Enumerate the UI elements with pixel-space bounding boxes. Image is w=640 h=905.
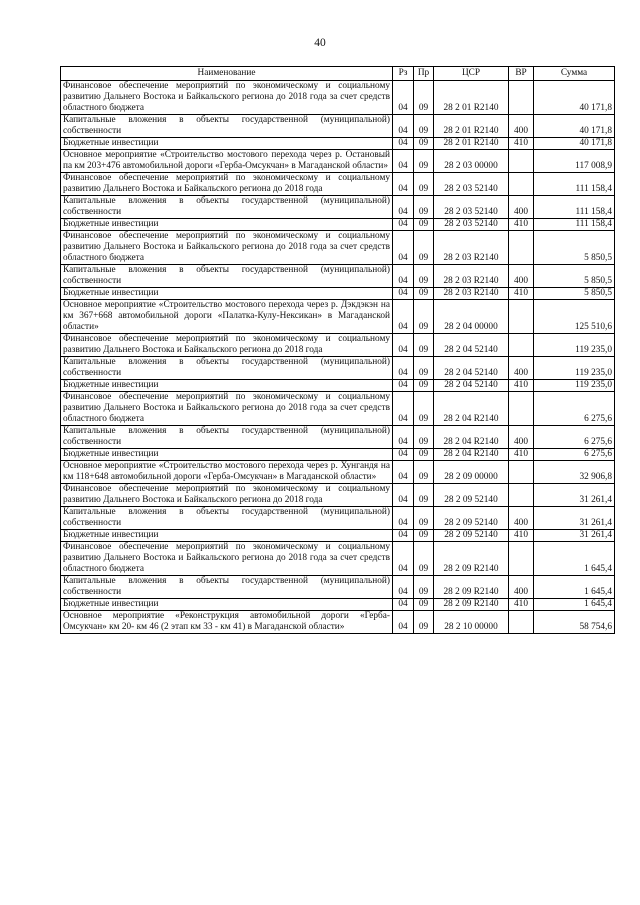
row-pr: 09 (414, 196, 434, 219)
row-sum: 5 850,5 (534, 288, 615, 300)
row-vr (509, 81, 534, 115)
row-name: Капитальные вложения в объекты государственной (муниципальной) собственности (61, 265, 393, 288)
row-sum: 31 261,4 (534, 530, 615, 542)
budget-table (60, 66, 615, 634)
row-vr (509, 484, 534, 507)
row-pr: 09 (414, 449, 434, 461)
row-name: Бюджетные инвестиции (61, 288, 393, 300)
row-sum: 6 275,6 (534, 449, 615, 461)
row-name: Основное мероприятие «Строительство мостового перехода через р. Остановый па км 203+476 автомобильной дороги «Герба-Омсукчан» в Магаданской области» (61, 150, 393, 173)
header-rz: Рз (393, 67, 414, 81)
row-rz: 04 (393, 599, 414, 611)
row-vr: 400 (509, 357, 534, 380)
row-pr: 09 (414, 288, 434, 300)
row-sum: 40 171,8 (534, 138, 615, 150)
row-pr: 09 (414, 219, 434, 231)
row-vr: 410 (509, 219, 534, 231)
row-pr: 09 (414, 426, 434, 449)
row-pr: 09 (414, 392, 434, 426)
row-pr: 09 (414, 138, 434, 150)
table-row (61, 219, 615, 231)
row-rz: 04 (393, 138, 414, 150)
row-vr (509, 231, 534, 265)
row-vr: 410 (509, 449, 534, 461)
table-row (61, 173, 615, 196)
row-sum: 119 235,0 (534, 334, 615, 357)
row-pr: 09 (414, 542, 434, 576)
row-csr: 28 2 03 52140 (434, 196, 509, 219)
header-sum: Сумма (534, 67, 615, 81)
row-pr: 09 (414, 507, 434, 530)
row-sum: 31 261,4 (534, 484, 615, 507)
row-rz: 04 (393, 115, 414, 138)
row-rz: 04 (393, 196, 414, 219)
row-sum: 5 850,5 (534, 231, 615, 265)
table-row (61, 449, 615, 461)
table-row (61, 115, 615, 138)
row-csr: 28 2 09 R2140 (434, 542, 509, 576)
row-name: Основное мероприятие «Реконструкция автомобильной дороги «Герба-Омсукчан» км 20- км 46 (2 этап км 33 - км 41) в Магаданской области» (61, 611, 393, 634)
row-csr: 28 2 01 R2140 (434, 81, 509, 115)
header-name: Наименование (61, 67, 393, 81)
row-rz: 04 (393, 334, 414, 357)
row-pr: 09 (414, 231, 434, 265)
row-pr: 09 (414, 300, 434, 334)
row-rz: 04 (393, 81, 414, 115)
row-name: Финансовое обеспечение мероприятий по экономическому и социальному развитию Дальнего Востока и Байкальского региона до 2018 года за счет средств областного бюджета (61, 231, 393, 265)
table-row (61, 196, 615, 219)
row-csr: 28 2 04 R2140 (434, 426, 509, 449)
row-name: Финансовое обеспечение мероприятий по экономическому и социальному развитию Дальнего Востока и Байкальского региона до 2018 года за счет средств областного бюджета (61, 81, 393, 115)
row-csr: 28 2 04 52140 (434, 357, 509, 380)
table-row (61, 484, 615, 507)
header-pr: Пр (414, 67, 434, 81)
row-sum: 125 510,6 (534, 300, 615, 334)
table-row (61, 357, 615, 380)
row-pr: 09 (414, 150, 434, 173)
row-rz: 04 (393, 288, 414, 300)
row-csr: 28 2 09 R2140 (434, 599, 509, 611)
row-name: Капитальные вложения в объекты государственной (муниципальной) собственности (61, 426, 393, 449)
table-row (61, 530, 615, 542)
row-csr: 28 2 09 R2140 (434, 576, 509, 599)
row-vr (509, 150, 534, 173)
row-rz: 04 (393, 300, 414, 334)
table-body (61, 81, 615, 634)
row-rz: 04 (393, 231, 414, 265)
row-name: Основное мероприятие «Строительство мостового перехода через р. Дэкдэкэн на км 367+668 автомобильной дороги «Палатка-Кулу-Нексикан» в Магаданской области» (61, 300, 393, 334)
table-row (61, 138, 615, 150)
row-name: Бюджетные инвестиции (61, 219, 393, 231)
row-name: Финансовое обеспечение мероприятий по экономическому и социальному развитию Дальнего Востока и Байкальского региона до 2018 года (61, 484, 393, 507)
row-rz: 04 (393, 392, 414, 426)
row-pr: 09 (414, 599, 434, 611)
row-csr: 28 2 03 52140 (434, 219, 509, 231)
row-sum: 6 275,6 (534, 392, 615, 426)
row-sum: 119 235,0 (534, 380, 615, 392)
row-vr: 410 (509, 599, 534, 611)
row-vr (509, 542, 534, 576)
table-row (61, 380, 615, 392)
row-pr: 09 (414, 611, 434, 634)
row-csr: 28 2 04 R2140 (434, 449, 509, 461)
row-vr: 410 (509, 288, 534, 300)
row-sum: 58 754,6 (534, 611, 615, 634)
row-sum: 31 261,4 (534, 507, 615, 530)
row-name: Основное мероприятие «Строительство мостового перехода через р. Хунгандя на км 118+648 автомобильной дороги «Герба-Омсукчан» в Магаданской области» (61, 461, 393, 484)
row-sum: 40 171,8 (534, 115, 615, 138)
row-name: Бюджетные инвестиции (61, 530, 393, 542)
row-sum: 6 275,6 (534, 426, 615, 449)
row-sum: 1 645,4 (534, 599, 615, 611)
row-name: Финансовое обеспечение мероприятий по экономическому и социальному развитию Дальнего Востока и Байкальского региона до 2018 года (61, 173, 393, 196)
row-sum: 117 008,9 (534, 150, 615, 173)
row-vr (509, 334, 534, 357)
row-pr: 09 (414, 115, 434, 138)
row-rz: 04 (393, 507, 414, 530)
row-vr: 410 (509, 380, 534, 392)
row-vr: 410 (509, 530, 534, 542)
table-row (61, 611, 615, 634)
row-pr: 09 (414, 380, 434, 392)
row-csr: 28 2 04 00000 (434, 300, 509, 334)
row-csr: 28 2 01 R2140 (434, 115, 509, 138)
page-number: 40 (314, 37, 326, 49)
row-sum: 32 906,8 (534, 461, 615, 484)
row-rz: 04 (393, 150, 414, 173)
row-csr: 28 2 04 52140 (434, 380, 509, 392)
row-rz: 04 (393, 173, 414, 196)
row-csr: 28 2 01 R2140 (434, 138, 509, 150)
row-pr: 09 (414, 576, 434, 599)
row-vr: 400 (509, 265, 534, 288)
row-vr: 400 (509, 507, 534, 530)
row-vr (509, 461, 534, 484)
row-sum: 5 850,5 (534, 265, 615, 288)
row-sum: 111 158,4 (534, 196, 615, 219)
row-name: Бюджетные инвестиции (61, 599, 393, 611)
row-rz: 04 (393, 484, 414, 507)
row-pr: 09 (414, 334, 434, 357)
row-vr (509, 173, 534, 196)
row-rz: 04 (393, 611, 414, 634)
row-name: Капитальные вложения в объекты государственной (муниципальной) собственности (61, 115, 393, 138)
row-name: Бюджетные инвестиции (61, 380, 393, 392)
row-csr: 28 2 09 00000 (434, 461, 509, 484)
row-csr: 28 2 03 R2140 (434, 231, 509, 265)
table-row (61, 265, 615, 288)
row-sum: 111 158,4 (534, 219, 615, 231)
row-vr: 400 (509, 426, 534, 449)
row-pr: 09 (414, 173, 434, 196)
row-rz: 04 (393, 542, 414, 576)
row-pr: 09 (414, 81, 434, 115)
row-csr: 28 2 09 52140 (434, 507, 509, 530)
row-sum: 119 235,0 (534, 357, 615, 380)
row-sum: 111 158,4 (534, 173, 615, 196)
row-name: Капитальные вложения в объекты государственной (муниципальной) собственности (61, 507, 393, 530)
row-vr: 400 (509, 576, 534, 599)
row-name: Финансовое обеспечение мероприятий по экономическому и социальному развитию Дальнего Востока и Байкальского региона до 2018 года за счет средств областного бюджета (61, 392, 393, 426)
row-pr: 09 (414, 484, 434, 507)
table-row (61, 334, 615, 357)
table-row (61, 576, 615, 599)
row-rz: 04 (393, 449, 414, 461)
row-vr: 410 (509, 138, 534, 150)
row-csr: 28 2 04 R2140 (434, 392, 509, 426)
table-row (61, 81, 615, 115)
table-row (61, 542, 615, 576)
table-row (61, 392, 615, 426)
row-vr (509, 300, 534, 334)
table-row (61, 461, 615, 484)
row-csr: 28 2 09 52140 (434, 530, 509, 542)
row-rz: 04 (393, 265, 414, 288)
table-row (61, 507, 615, 530)
row-name: Финансовое обеспечение мероприятий по экономическому и социальному развитию Дальнего Востока и Байкальского региона до 2018 года за счет средств областного бюджета (61, 542, 393, 576)
table-row (61, 599, 615, 611)
row-name: Финансовое обеспечение мероприятий по экономическому и социальному развитию Дальнего Востока и Байкальского региона до 2018 года (61, 334, 393, 357)
table-row (61, 426, 615, 449)
row-csr: 28 2 04 52140 (434, 334, 509, 357)
header-vr: ВР (509, 67, 534, 81)
row-csr: 28 2 10 00000 (434, 611, 509, 634)
row-sum: 1 645,4 (534, 542, 615, 576)
row-csr: 28 2 03 R2140 (434, 288, 509, 300)
row-pr: 09 (414, 530, 434, 542)
row-rz: 04 (393, 357, 414, 380)
header-csr: ЦСР (434, 67, 509, 81)
row-vr: 400 (509, 196, 534, 219)
table-header-row (61, 67, 615, 81)
row-rz: 04 (393, 219, 414, 231)
row-sum: 1 645,4 (534, 576, 615, 599)
row-rz: 04 (393, 426, 414, 449)
row-csr: 28 2 03 R2140 (434, 265, 509, 288)
row-pr: 09 (414, 357, 434, 380)
row-pr: 09 (414, 461, 434, 484)
row-sum: 40 171,8 (534, 81, 615, 115)
row-name: Бюджетные инвестиции (61, 138, 393, 150)
row-rz: 04 (393, 461, 414, 484)
row-rz: 04 (393, 380, 414, 392)
row-rz: 04 (393, 576, 414, 599)
row-pr: 09 (414, 265, 434, 288)
row-vr: 400 (509, 115, 534, 138)
row-csr: 28 2 09 52140 (434, 484, 509, 507)
row-name: Капитальные вложения в объекты государственной (муниципальной) собственности (61, 357, 393, 380)
row-vr (509, 611, 534, 634)
row-name: Капитальные вложения в объекты государственной (муниципальной) собственности (61, 576, 393, 599)
row-name: Бюджетные инвестиции (61, 449, 393, 461)
table-row (61, 150, 615, 173)
row-rz: 04 (393, 530, 414, 542)
table-row (61, 231, 615, 265)
row-name: Капитальные вложения в объекты государственной (муниципальной) собственности (61, 196, 393, 219)
row-vr (509, 392, 534, 426)
table-row (61, 300, 615, 334)
row-csr: 28 2 03 00000 (434, 150, 509, 173)
row-csr: 28 2 03 52140 (434, 173, 509, 196)
table-row (61, 288, 615, 300)
